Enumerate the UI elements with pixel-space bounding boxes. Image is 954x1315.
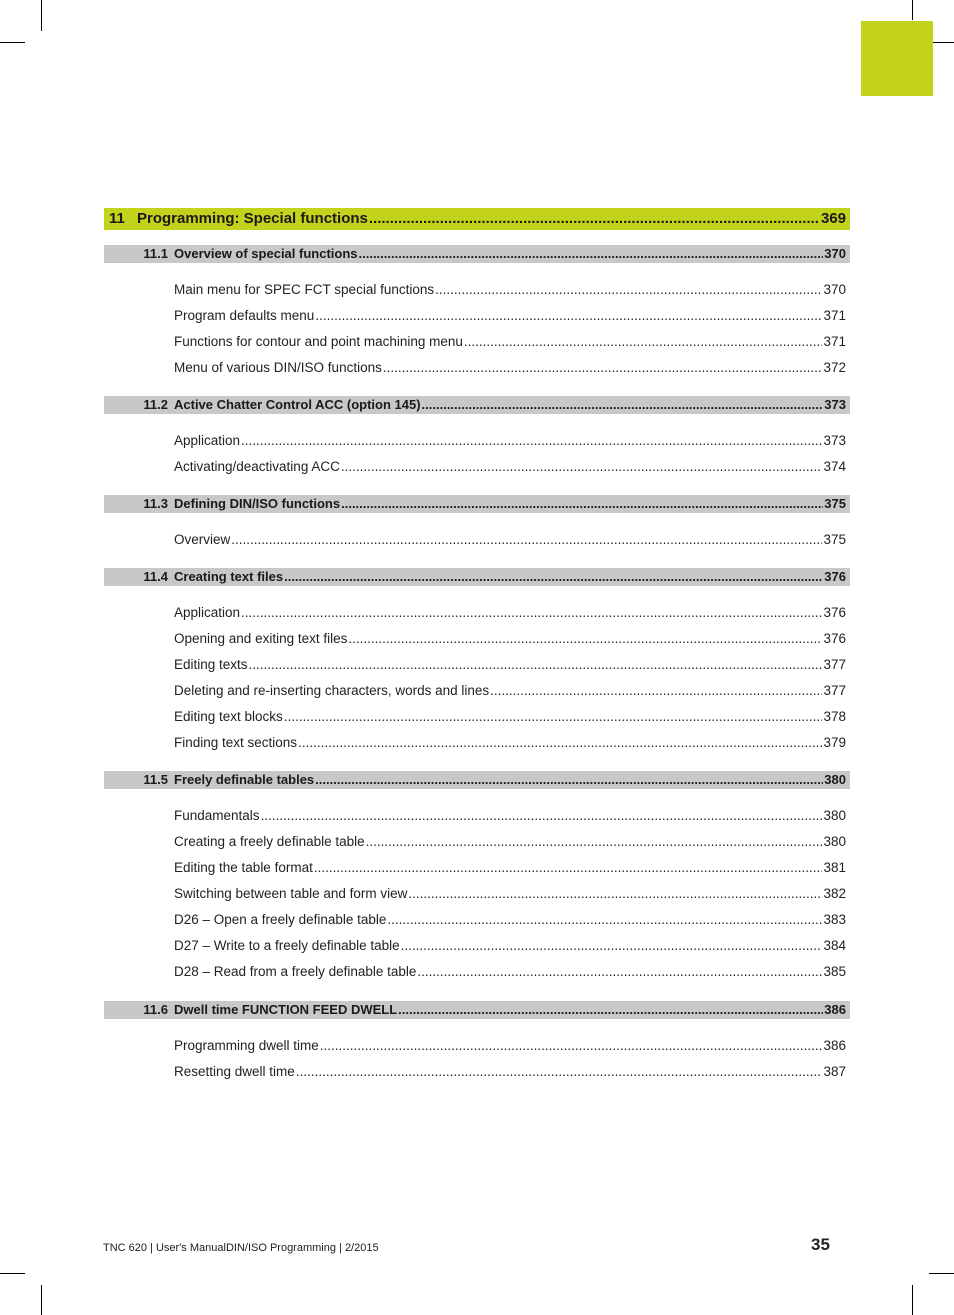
crop-mark — [41, 1285, 42, 1315]
toc-entry-row[interactable] — [104, 358, 850, 378]
toc-entry-row[interactable] — [104, 832, 850, 852]
crop-mark — [912, 1285, 913, 1315]
entry-page: 373 — [823, 433, 846, 448]
chapter-number: 11 — [109, 210, 125, 227]
toc-entry-row[interactable] — [104, 530, 850, 550]
toc-entry-row[interactable] — [104, 681, 850, 701]
leader-dots — [320, 1036, 823, 1056]
entry-title: Programming dwell time — [174, 1038, 319, 1053]
toc-entry-row[interactable] — [104, 884, 850, 904]
toc-entry-row[interactable] — [104, 733, 850, 753]
entry-title: D28 – Read from a freely definable table — [174, 964, 417, 979]
entry-title: Switching between table and form view — [174, 886, 408, 901]
leader-dots — [417, 962, 822, 982]
entry-page: 376 — [823, 631, 846, 646]
leader-dots — [435, 280, 822, 300]
leader-dots — [369, 208, 820, 230]
leader-dots — [314, 858, 823, 878]
entry-title: Overview — [174, 532, 231, 547]
toc-entry-row[interactable] — [104, 707, 850, 727]
section-title: Overview of special functions — [174, 246, 358, 261]
crop-mark — [929, 1273, 954, 1274]
leader-dots — [261, 806, 823, 826]
entry-page: 387 — [823, 1064, 846, 1079]
section-page: 373 — [824, 397, 846, 412]
entry-page: 380 — [823, 834, 846, 849]
entry-page: 385 — [823, 964, 846, 979]
leader-dots — [408, 884, 822, 904]
section-title: Active Chatter Control ACC (option 145) — [174, 397, 421, 412]
entry-page: 377 — [823, 683, 846, 698]
leader-dots — [422, 396, 824, 414]
entry-page: 370 — [823, 282, 846, 297]
toc-entry-row[interactable] — [104, 457, 850, 477]
toc-entry-row[interactable] — [104, 962, 850, 982]
leader-dots — [284, 568, 823, 586]
toc-entry-row[interactable] — [104, 936, 850, 956]
entry-title: Resetting dwell time — [174, 1064, 295, 1079]
leader-dots — [398, 1001, 823, 1019]
entry-title: Program defaults menu — [174, 308, 315, 323]
toc-section-row[interactable] — [104, 771, 850, 789]
section-title: Creating text files — [174, 569, 284, 584]
entry-title: Menu of various DIN/ISO functions — [174, 360, 382, 375]
toc-entry-row[interactable] — [104, 858, 850, 878]
toc-entry-row[interactable] — [104, 1062, 850, 1082]
leader-dots — [249, 655, 823, 675]
toc-entry-row[interactable] — [104, 806, 850, 826]
chapter-thumb-tab — [861, 21, 933, 96]
leader-dots — [241, 431, 822, 451]
footer-text: TNC 620 | User's ManualDIN/ISO Programming | 2/2015 — [103, 1242, 379, 1254]
entry-page: 372 — [823, 360, 846, 375]
section-number: 11.4 — [143, 569, 168, 584]
entry-title: Editing the table format — [174, 860, 313, 875]
entry-page: 381 — [823, 860, 846, 875]
leader-dots — [315, 306, 822, 326]
leader-dots — [296, 1062, 823, 1082]
toc-entry-row[interactable] — [104, 280, 850, 300]
toc-entry-row[interactable] — [104, 1036, 850, 1056]
toc-section-row[interactable] — [104, 495, 850, 513]
entry-title: Main menu for SPEC FCT special functions — [174, 282, 435, 297]
toc-entry-row[interactable] — [104, 655, 850, 675]
leader-dots — [464, 332, 823, 352]
entry-title: Editing texts — [174, 657, 248, 672]
entry-title: Activating/deactivating ACC — [174, 459, 340, 474]
entry-title: Finding text sections — [174, 735, 298, 750]
chapter-page: 369 — [820, 210, 846, 227]
leader-dots — [298, 733, 822, 753]
leader-dots — [383, 358, 823, 378]
crop-mark — [0, 1273, 25, 1274]
section-page: 376 — [824, 569, 846, 584]
chapter-title: Programming: Special functions — [137, 210, 368, 227]
entry-page: 376 — [823, 605, 846, 620]
leader-dots — [348, 629, 822, 649]
toc-entry-row[interactable] — [104, 306, 850, 326]
section-title: Defining DIN/ISO functions — [174, 496, 341, 511]
toc-entry-row[interactable] — [104, 431, 850, 451]
leader-dots — [315, 771, 823, 789]
entry-page: 375 — [823, 532, 846, 547]
section-page: 370 — [824, 246, 846, 261]
section-page: 380 — [824, 772, 846, 787]
toc-entry-row[interactable] — [104, 332, 850, 352]
entry-page: 374 — [823, 459, 846, 474]
toc-section-row[interactable] — [104, 1001, 850, 1019]
section-title: Dwell time FUNCTION FEED DWELL — [174, 1002, 398, 1017]
entry-page: 384 — [823, 938, 846, 953]
entry-page: 378 — [823, 709, 846, 724]
toc-entry-row[interactable] — [104, 629, 850, 649]
leader-dots — [359, 245, 824, 263]
leader-dots — [341, 495, 823, 513]
section-page: 375 — [824, 496, 846, 511]
entry-title: Fundamentals — [174, 808, 260, 823]
section-number: 11.1 — [143, 246, 168, 261]
crop-mark — [912, 0, 913, 20]
entry-title: Creating a freely definable table — [174, 834, 365, 849]
entry-title: Editing text blocks — [174, 709, 283, 724]
leader-dots — [231, 530, 822, 550]
toc-entry-row[interactable] — [104, 603, 850, 623]
entry-page: 380 — [823, 808, 846, 823]
entry-page: 371 — [823, 334, 846, 349]
entry-title: Functions for contour and point machining menu — [174, 334, 463, 349]
leader-dots — [401, 936, 823, 956]
toc-section-row[interactable] — [104, 245, 850, 263]
toc-section-row[interactable] — [104, 568, 850, 586]
section-number: 11.5 — [143, 772, 168, 787]
leader-dots — [284, 707, 823, 727]
leader-dots — [490, 681, 822, 701]
section-number: 11.6 — [143, 1002, 168, 1017]
leader-dots — [341, 457, 823, 477]
section-number: 11.3 — [143, 496, 168, 511]
crop-mark — [0, 42, 25, 43]
entry-page: 386 — [823, 1038, 846, 1053]
entry-page: 371 — [823, 308, 846, 323]
toc-section-row[interactable] — [104, 396, 850, 414]
crop-mark — [41, 0, 42, 31]
entry-title: Application — [174, 433, 241, 448]
page-number: 35 — [811, 1235, 830, 1254]
leader-dots — [366, 832, 823, 852]
entry-page: 383 — [823, 912, 846, 927]
entry-title: D27 – Write to a freely definable table — [174, 938, 400, 953]
entry-page: 377 — [823, 657, 846, 672]
entry-title: Deleting and re-inserting characters, words and lines — [174, 683, 490, 698]
entry-title: Application — [174, 605, 241, 620]
section-page: 386 — [824, 1002, 846, 1017]
entry-page: 382 — [823, 886, 846, 901]
section-title: Freely definable tables — [174, 772, 315, 787]
leader-dots — [241, 603, 822, 623]
entry-title: D26 – Open a freely definable table — [174, 912, 387, 927]
leader-dots — [387, 910, 822, 930]
toc-entry-row[interactable] — [104, 910, 850, 930]
entry-page: 379 — [823, 735, 846, 750]
toc-chapter-row[interactable] — [104, 208, 850, 230]
entry-title: Opening and exiting text files — [174, 631, 348, 646]
section-number: 11.2 — [143, 397, 168, 412]
